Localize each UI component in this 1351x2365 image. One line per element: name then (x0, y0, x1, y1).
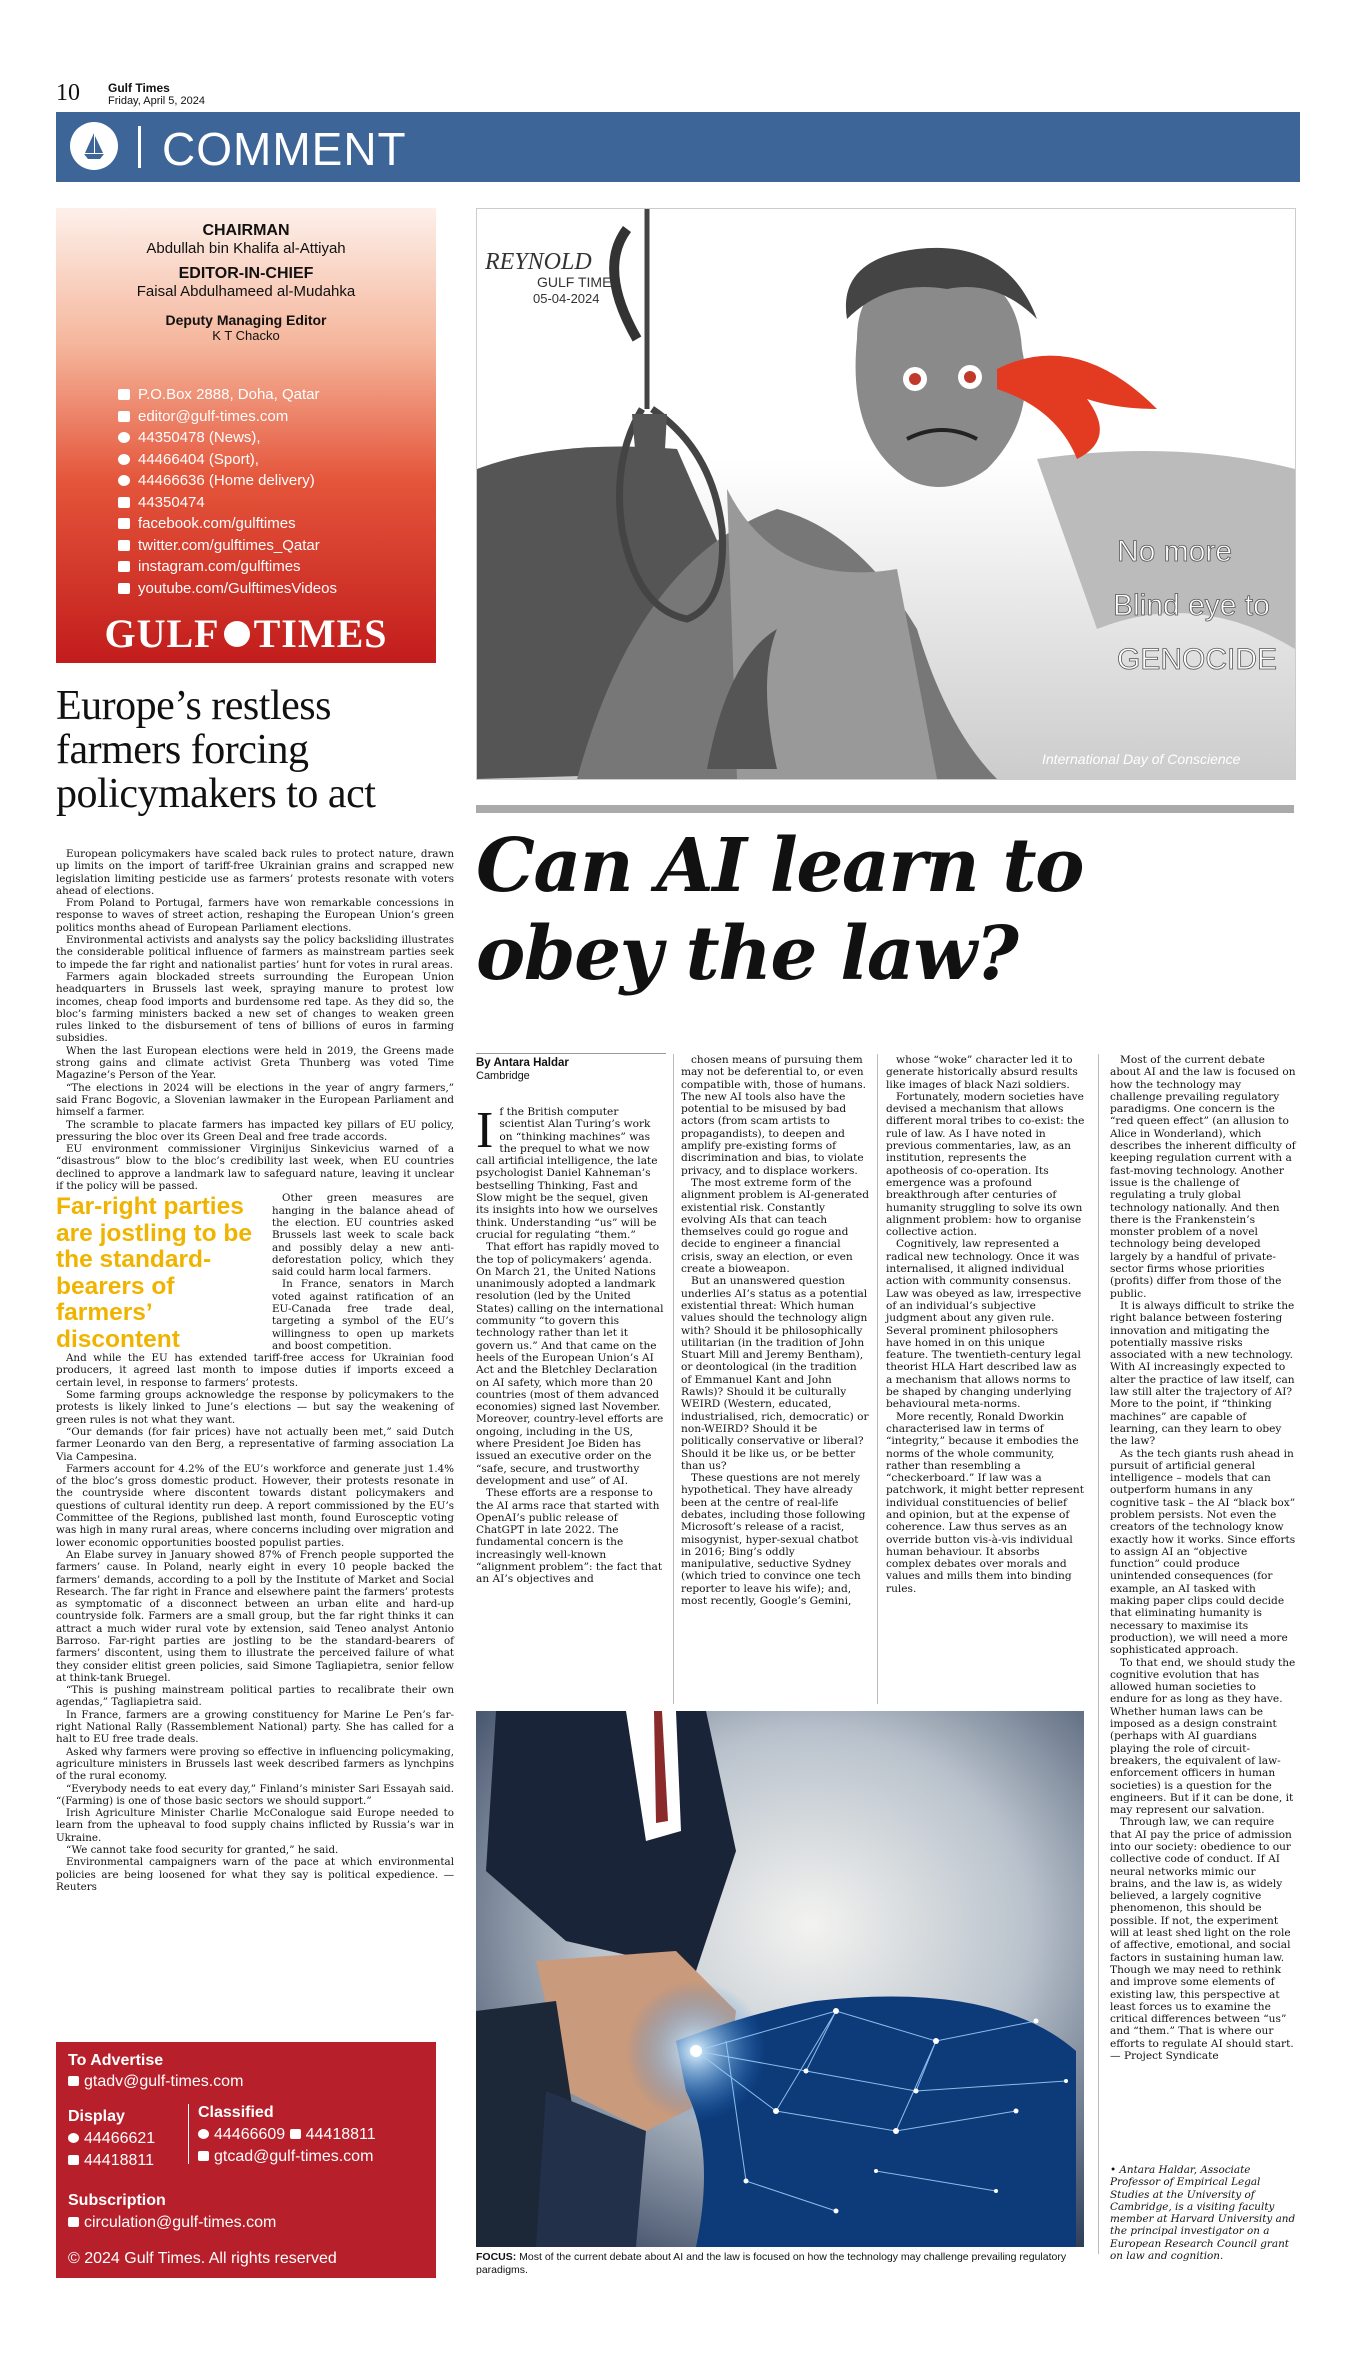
paragraph: Farmers account for 4.2% of the EU’s workforce and generate just 1.4% of the bloc’s gross domestic product. However, their protests resonate in the countryside where discontent towards distant policymakers and questions of cultural identity run deep. A report commissioned by the EU’s Committee of the Regions, published last month, found Eurosceptic voting was high in many rural areas, where concerns including over migration and lower economic opportunities boosted populist parties. (56, 1462, 454, 1549)
column-divider (1098, 1054, 1099, 2254)
phone-icon (68, 2133, 79, 2143)
paragraph: When the last European elections were held in 2019, the Greens made strong gains and climate activist Greta Thunberg was voted Time Magazine’s Person of the Year. (56, 1044, 454, 1082)
classified-phones: 44466609 44418811 (198, 2126, 376, 2144)
ad-divider (188, 2104, 189, 2164)
paragraph: European policymakers have scaled back rules to protect nature, drawn up limits on the import of tariff-free Ukrainian grains and scrapped new legislation limiting pesticide use as farmers’ protests resonate with voters ahead of elections. (56, 848, 454, 897)
contact-news-phone: 44350478 (News), (118, 427, 418, 449)
paragraph: whose “woke” character led it to generate historically absurd results like images of black Nazi soldiers. (886, 1054, 1078, 1091)
contact-address: P.O.Box 2888, Doha, Qatar (118, 384, 418, 406)
byline-rule (476, 1053, 666, 1054)
x-icon (118, 540, 130, 551)
email-icon (68, 2217, 79, 2227)
paragraph: In France, senators in March voted against ratification of an EU-Canada free trade deal, targeting a symbol of the EU’s willingness to open up markets and boost competition. (272, 1278, 454, 1352)
publication-name: Gulf Times (108, 81, 170, 95)
mailbox-icon (118, 389, 130, 400)
classified-email[interactable]: gtcad@gulf-times.com (198, 2148, 373, 2166)
instagram-icon (118, 561, 130, 572)
copyright: © 2024 Gulf Times. All rights reserved (68, 2250, 337, 2267)
ai-network-image (476, 1711, 1084, 2247)
paragraph: “We cannot take food security for granted,” he said. (66, 1844, 339, 1857)
paragraph: That effort has rapidly moved to the top of policymakers’ agenda. On March 21, the United Nations unanimously adopted a landmark resolution (led by the United States) calling on the international community “to govern this technology rather than let it govern us.” And that came on the heels of the European Union’s AI Act and the Bletchley Declaration on AI safety, which more than 20 countries (most of them advanced economies) signed last November. Moreover, country-level efforts are ongoing, including in the US, where President Joe Biden has issued an executive order on the “safe, secure, and trustworthy development and use” of AI. (476, 1241, 664, 1487)
paragraph: The most extreme form of the alignment problem is AI-generated existential risk. Constantly evolving AIs that can teach themselves could go rogue and decide to engineer a financial crisis, sway an election, or even create a bioweapon. (681, 1176, 869, 1276)
subscription-label: Subscription (68, 2192, 166, 2209)
subscription-email[interactable]: circulation@gulf-times.com (68, 2214, 276, 2232)
cartoon-caption-line-1: No more (1117, 535, 1233, 568)
main-headline-line-1: Can AI learn to (476, 823, 1083, 909)
paragraph: Asked why farmers were proving so effective in influencing policymaking, agriculture ministers in Brussels last week described farmers as lynchpins of the rural economy. (56, 1745, 454, 1783)
contact-fax: 44350474 (118, 492, 418, 514)
paragraph: Environmental activists and analysts say the policy backsliding illustrates the considerable political influence of farmers as mainstream parties seek to impede the far right and nationalist parties’ hunt for votes in rural areas. (56, 934, 454, 971)
section-rule (476, 805, 1294, 813)
photo-caption: FOCUS: Most of the current debate about AI and the law is focused on how the technology may challenge prevailing regulatory paradigms. (476, 2251, 1067, 2276)
classified-label: Classified (198, 2104, 274, 2121)
advertising-box (56, 2042, 436, 2278)
youtube-icon (118, 583, 130, 594)
author-note: • Antara Haldar, Associate Professor of Empirical Legal Studies at the University of Cambridge, is a visiting faculty member at Harvard University and the principal investigator on a European Research Council grant on law and cognition. (1110, 2164, 1296, 2263)
phone-icon (118, 432, 130, 443)
paragraph: But an unanswered question underlies AI’s status as a potential existential threat: Which human values should the technology align with? Should it be philosophically utilitarian (in the tradition of John Stuart Mill and Jeremy Bentham), or deontological (in the tradition of Emmanuel Kant and John Rawls)? Should it be culturally WEIRD (Western, educated, industrialised, rich, democratic) or non-WEIRD? Should it be politically conservative or liberal? Should it be like us, or be better than us? (681, 1275, 869, 1472)
chairman-label: CHAIRMAN (202, 222, 290, 239)
paragraph: Environmental campaigners warn of the pace at which environmental policies are being loosened for what they say is political expedience. — Reuters (56, 1856, 454, 1893)
column-divider (877, 1054, 878, 1704)
paragraph: “The elections in 2024 will be elections in the year of angry farmers,” said Franc Bogovic, a Slovenian lawmaker in the European Parliament and himself a farmer. (56, 1081, 454, 1119)
editor-name: Faisal Abdulhameed al-Mudahka (136, 283, 356, 300)
display-phone-2: 44418811 (68, 2152, 154, 2170)
cartoon-footer: International Day of Conscience (1042, 751, 1241, 767)
editorial-cartoon (476, 208, 1296, 780)
paragraph: “This is pushing mainstream political parties to recalibrate their own agendas,” Tagliapietra said. (56, 1684, 454, 1709)
contact-list (118, 384, 418, 599)
editor-label: EDITOR-IN-CHIEF (178, 265, 314, 282)
email-icon (198, 2151, 209, 2161)
paragraph: These questions are not merely hypothetical. They have already been at the centre of real-life debates, including those following Microsoft’s release of a racist, misogynist, hyper-sexual chatbot in 2016; Bing’s oddly manipulative, seductive Sydney (which tried to convince one tech reporter to leave his wife); and, most recently, Google’s Gemini, (681, 1472, 866, 1608)
ship-logo-icon (70, 122, 118, 170)
display-phone-1: 44466621 (68, 2130, 155, 2148)
contact-twitter[interactable]: twitter.com/gulftimes_Qatar (118, 535, 418, 557)
chairman-name: Abdullah bin Khalifa al-Attiyah (146, 240, 346, 257)
paragraph: Some farming groups acknowledge the response by policymakers to the protests is likely linked to June’s elections — but say the weakening of green rules is not what they want. (56, 1389, 454, 1426)
paragraph: In France, farmers are a growing constituency for Marine Le Pen’s far-right National Rally (Rassemblement National) party. She has called for a halt to EU free trade deals. (56, 1708, 454, 1746)
main-headline (476, 822, 1296, 998)
paragraph: “Our demands (for fair prices) have not actually been met,” said Dutch farmer Leonardo van den Berg, a representative of farming association La Via Campesina. (56, 1425, 454, 1463)
paragraph: It is always difficult to strike the right balance between fostering innovation and mitigating the potentially massive risks associated with a new technology. With AI increasingly expected to alter the practice of law itself, can law still alter the trajectory of AI? More to the point, if “thinking machines” are capable of learning, can they learn to obey the law? (1110, 1299, 1295, 1448)
page-number: 10 (56, 80, 80, 106)
fax-icon (68, 2155, 79, 2165)
paragraph: chosen means of pursuing them may not be deferential to, or even compatible with, those of humans. The new AI tools also have the potential to be misused by bad actors (from scam artists to propagandists), to deepen and amplify pre-existing forms of discrimination and bias, to violate privacy, and to displace workers. (681, 1054, 867, 1177)
pull-quote: Far-right parties are jostling to be the standard-bearers of farmers’ discontent (56, 1193, 253, 1353)
phone-icon (198, 2129, 209, 2139)
cartoon-date: 05-04-2024 (533, 291, 600, 306)
paragraph: Most of the current debate about AI and the law is focused on how the technology may challenge prevailing regulatory paradigms. One concern is the “red queen effect” (an allusion to Alice in Wonderland), which describes the inherent difficulty of keeping regulation current with a fast-moving technology. Another issue is the challenge of regulating a truly global technology nationally. And then there is the Frankenstein’s monster problem of a novel technology being developed largely by a handful of private-sector firms whose priorities (profits) differ from those of the public. (1110, 1054, 1296, 1300)
cartoon-drawing (477, 209, 1295, 779)
section-divider (138, 126, 141, 168)
paragraph: From Poland to Portugal, farmers have won remarkable concessions in response to waves of street action, reshaping the European Union’s green politics months ahead of European Parliament elections. (56, 897, 454, 934)
paragraph: More recently, Ronald Dworkin characterised law in terms of “integrity,” because it embodies the norms of the whole community, rather than resembling a “checkerboard.” If law was a patchwork, it might better represent individual constituencies of belief and opinion, but at the expense of coherence. Law thus serves as an override button vis-à-vis individual human behaviour. It absorbs complex debates over morals and values and mills them into binding rules. (886, 1410, 1084, 1595)
advertise-label: To Advertise (68, 2052, 164, 2069)
section-title: COMMENT (162, 123, 407, 175)
cartoon-caption-line-3: GENOCIDE (1117, 643, 1278, 676)
ship-logo-icon (224, 621, 250, 647)
paragraph: To that end, we should study the cognitive evolution that has allowed human societies to endure for as long as they have. Whether human laws can be imposed as a design constraint (perhaps with AI guardians playing the role of circuit-breakers, the equivalent of law-enforcement officers in human societies) is a question for the engineers. But if it can be done, it may represent our salvation. (1110, 1656, 1296, 1817)
photo-caption-label: FOCUS: (476, 2251, 517, 2263)
email-icon (118, 411, 130, 422)
article-column-3 (886, 1054, 1086, 1595)
author-name: Antara Haldar (493, 1057, 569, 1069)
column-divider (673, 1054, 674, 1704)
deputy-name: K T Chacko (212, 328, 280, 343)
main-headline-line-2: obey the law? (476, 911, 1018, 997)
facebook-icon (118, 518, 130, 529)
drop-cap: I (476, 1102, 494, 1159)
paragraph: As the tech giants rush ahead in pursuit of artificial general intelligence – models that can outperform humans in any cognitive task – the AI “black box” problem persists. Not even the creators of the technology know exactly how it works. Since efforts to assign AI an “objective function” could produce unintended consequences (for example, an AI tasked with making paper clips could decide that eliminating humanity is necessary to maximise its production), we will need a more sophisticated approach. (1110, 1447, 1296, 1657)
display-label: Display (68, 2108, 125, 2125)
paragraph: Fortunately, modern societies have devised a mechanism that allows different moral tribes to co-exist: the rule of law. As I have noted in previous commentaries, law, as an institution, represents the apotheosis of co-operation. Its emergence was a profound breakthrough after centuries of humanity struggling to solve its own alignment problem: how to organise collective action. (886, 1090, 1085, 1239)
paragraph: The scramble to placate farmers has impacted key pillars of EU policy, pressuring the bloc over its Green Deal and free trade accords. (56, 1118, 454, 1143)
article-column-4 (1110, 1054, 1296, 2062)
left-article-body (56, 848, 454, 1893)
contact-sport-phone: 44466404 (Sport), (118, 449, 418, 471)
article-column-1: If the British computer scientist Alan Turing’s work on “thinking machines” was the prequel to what we now call artificial intelligence, the late psychologist Daniel Kahneman’s bestselling Thinking, Fast and Slow might be the sequel, given its insights into how we ourselves think. Understanding “us” will be crucial for regulating “them.” That effort has rapidly moved to the top of policymakers’ agenda. On March 21, the United Nations unanimously adopted a landmark resolution (led by the United States) calling on the international community “to govern this technology rather than let it govern us.” And that came on the heels of the European Union’s AI Act and the Bletchley Declaration on AI safety, which more than 20 countries (most of them advanced economies) signed last November. Moreover, country-level efforts are ongoing, including in the US, where President Joe Biden has issued an executive order on the “safe, secure, and trustworthy development and use” of AI. These efforts are a response to the AI arms race that started with OpenAI’s public release of ChatGPT in late 2022. The fundamental concern is the increasingly well-known “alignment problem”: the fact that an AI’s objectives and (476, 1102, 664, 1586)
paragraph: Through law, we can require that AI pay the price of admission into our society: obedience to our collective code of conduct. If AI neural networks mimic our brains, and the law is, as widely believed, a largely cognitive phenomenon, this should be possible. If not, the experiment will at least shed light on the role of affective, emotional, and social factors in sustaining human law. Though we may need to rethink and improve some elements of existing law, this perspective at least forces us to examine the critical differences between “us” and “them.” That is where our efforts to regulate AI should start. — Project Syndicate (1110, 1816, 1294, 2063)
paragraph: Cognitively, law represented a radical new technology. Once it was internalised, it aligned individual action with community consensus. Law was obeyed as law, irrespective of an individual’s subjective judgment about any given rule. Several prominent philosophers have homed in on this unique feature. The twentieth-century legal theorist HLA Hart described law as a mechanism that allows norms to be shaped by changing underlying behavioural meta-norms. (886, 1238, 1082, 1411)
advertise-email[interactable]: gtadv@gulf-times.com (68, 2073, 243, 2091)
left-article-headline: Europe’s restless farmers forcing policymakers to act (56, 683, 376, 817)
article-column-2 (681, 1054, 869, 1607)
gulf-times-logo: GULF TIMES (104, 611, 388, 656)
paragraph: “Everybody needs to eat every day,” Finland’s minister Sari Essayah said. “(Farming) is one of those basic sectors we should support.” (56, 1782, 454, 1807)
phone-icon (118, 454, 130, 465)
contact-delivery-phone: 44466636 (Home delivery) (118, 470, 418, 492)
dateline: Cambridge (476, 1070, 530, 1082)
section-band (56, 112, 1300, 182)
paragraph: And while the EU has extended tariff-free access for Ukrainian food producers, it agreed last month to impose duties if imports exceed a certain level, in response to farmers’ protests. (56, 1352, 454, 1389)
phone-icon (118, 475, 130, 486)
publication-info (108, 82, 205, 107)
paragraph: Other green measures are hanging in the balance ahead of the election. EU countries asked Brussels last week to scale back and possibly delay a new anti-deforestation policy, which they said could harm local farmers. (272, 1192, 454, 1279)
fax-icon (118, 497, 130, 508)
contact-facebook[interactable]: facebook.com/gulftimes (118, 513, 418, 535)
paragraph: Irish Agriculture Minister Charlie McConalogue said Europe needed to learn from the upheaval to food supply chains inflicted by Russia’s war in Ukraine. (56, 1807, 454, 1844)
contact-instagram[interactable]: instagram.com/gulftimes (118, 556, 418, 578)
email-icon (68, 2076, 79, 2086)
cartoon-credit: GULF TIMES (537, 274, 621, 290)
publication-date: Friday, April 5, 2024 (108, 95, 206, 107)
article-photo (476, 1711, 1084, 2247)
paragraph: Farmers again blockaded streets surrounding the European Union headquarters in Brussels last week, spraying manure to protest low incomes, cheap food imports and burdensome red tape. As they did so, the bloc’s farming ministers backed a new set of changes to weaken green rules linked to the disbursement of tens of billions of euros in farming subsidies. (56, 970, 454, 1045)
paragraph: An Elabe survey in January showed 87% of French people supported the farmers’ cause. In Poland, nearly eight in every 10 people backed the farmers’ demands, according to a poll by the Institute of Market and Social Research. The far right in France and elsewhere paint the farmers’ protests as symptomatic of a disconnect between an urban elite and hard-up countryside folk. Farmers are a small group, but the far right thinks it can attract a much wider rural vote by extension, said Teneo analyst Antonio Barroso. Far-right parties are jostling to be the standard-bearers of farmers’ discontent, using them to illustrate the perceived failure of what they consider elitist green policies, said Simone Tagliapietra, senior fellow at think-tank Bruegel. (56, 1548, 454, 1684)
byline: By Antara Haldar Cambridge (476, 1057, 569, 1082)
masthead-box (56, 208, 436, 663)
contact-email[interactable]: editor@gulf-times.com (118, 406, 418, 428)
fax-icon (290, 2129, 301, 2139)
paragraph: These efforts are a response to the AI arms race that started with OpenAI’s public release of ChatGPT in late 2022. The fundamental concern is the increasingly well-known “alignment problem”: the fact that an AI’s objectives and (476, 1487, 663, 1586)
deputy-label: Deputy Managing Editor (165, 312, 327, 328)
contact-youtube[interactable]: youtube.com/GulftimesVideos (118, 578, 418, 600)
paragraph: EU environment commissioner Virginijus Sinkevicius warned of a “disastrous” blow to the bloc’s credibility last week, when EU countries declined to approve a landmark law to safeguard nature, leaving it unclear if the policy will be passed. (56, 1143, 454, 1193)
cartoon-caption-line-2: Blind eye to (1113, 589, 1270, 622)
cartoonist-signature: REYNOLD (485, 249, 592, 275)
